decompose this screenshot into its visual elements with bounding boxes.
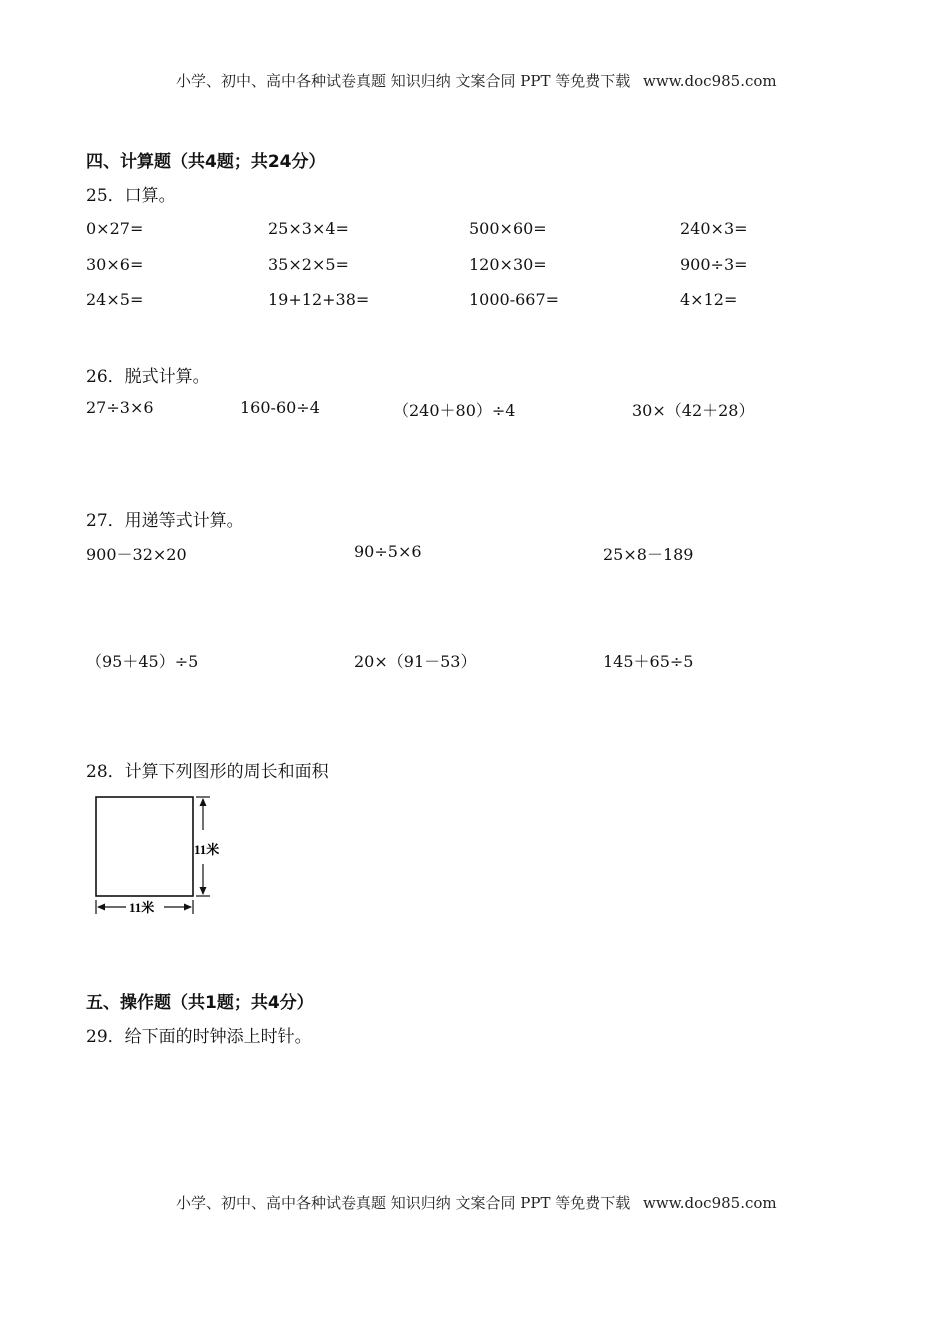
footer-url: www.doc985.com xyxy=(643,1194,777,1212)
header-text: 小学、初中、高中各种试卷真题 知识归纳 文案合同 PPT 等免费下载 xyxy=(176,72,631,90)
q27-item: 90÷5×6 xyxy=(354,542,422,561)
arrow-left-icon xyxy=(97,904,105,911)
q27-item: 25×8－189 xyxy=(603,545,694,564)
section-5-title: 五、操作题（共1题；共4分） xyxy=(86,993,314,1013)
q25-item: 4×12= xyxy=(680,290,738,309)
q26-item: 160-60÷4 xyxy=(240,398,320,417)
section-4-title: 四、计算题（共4题；共24分） xyxy=(86,152,326,172)
width-label: 11米 xyxy=(129,900,155,915)
q27-item: 900－32×20 xyxy=(86,545,187,564)
q26-item: 27÷3×6 xyxy=(86,398,154,417)
page-header xyxy=(176,70,777,91)
q25-item: 120×30= xyxy=(469,255,547,274)
q26-item: 30×（42＋28） xyxy=(632,401,755,420)
q25-item: 900÷3= xyxy=(680,255,748,274)
footer-text: 小学、初中、高中各种试卷真题 知识归纳 文案合同 PPT 等免费下载 xyxy=(176,1194,631,1212)
q25-item: 500×60= xyxy=(469,219,547,238)
q28-title: 28．计算下列图形的周长和面积 xyxy=(86,762,329,782)
square-figure xyxy=(86,790,246,925)
square-diagram xyxy=(86,790,246,925)
q26-item: （240＋80）÷4 xyxy=(393,401,516,420)
q25-item: 24×5= xyxy=(86,290,144,309)
q25-item: 0×27= xyxy=(86,219,144,238)
q25-item: 19+12+38= xyxy=(268,290,370,309)
height-label: 11米 xyxy=(194,842,220,857)
q25-item: 30×6= xyxy=(86,255,144,274)
arrow-up-icon xyxy=(200,798,207,806)
page-footer xyxy=(176,1192,777,1213)
q25-item: 35×2×5= xyxy=(268,255,349,274)
q27-item: 20×（91－53） xyxy=(354,652,477,671)
header-url: www.doc985.com xyxy=(643,72,777,90)
q25-title: 25．口算。 xyxy=(86,186,176,206)
q27-title: 27．用递等式计算。 xyxy=(86,511,244,531)
arrow-down-icon xyxy=(200,887,207,895)
square-shape xyxy=(96,797,193,896)
q26-title: 26．脱式计算。 xyxy=(86,367,210,387)
q27-item: 145＋65÷5 xyxy=(603,652,694,671)
q29-title: 29．给下面的时钟添上时针。 xyxy=(86,1027,312,1047)
q27-item: （95＋45）÷5 xyxy=(86,652,199,671)
q25-item: 25×3×4= xyxy=(268,219,349,238)
q25-item: 1000-667= xyxy=(469,290,560,309)
q25-item: 240×3= xyxy=(680,219,748,238)
arrow-right-icon xyxy=(184,904,192,911)
